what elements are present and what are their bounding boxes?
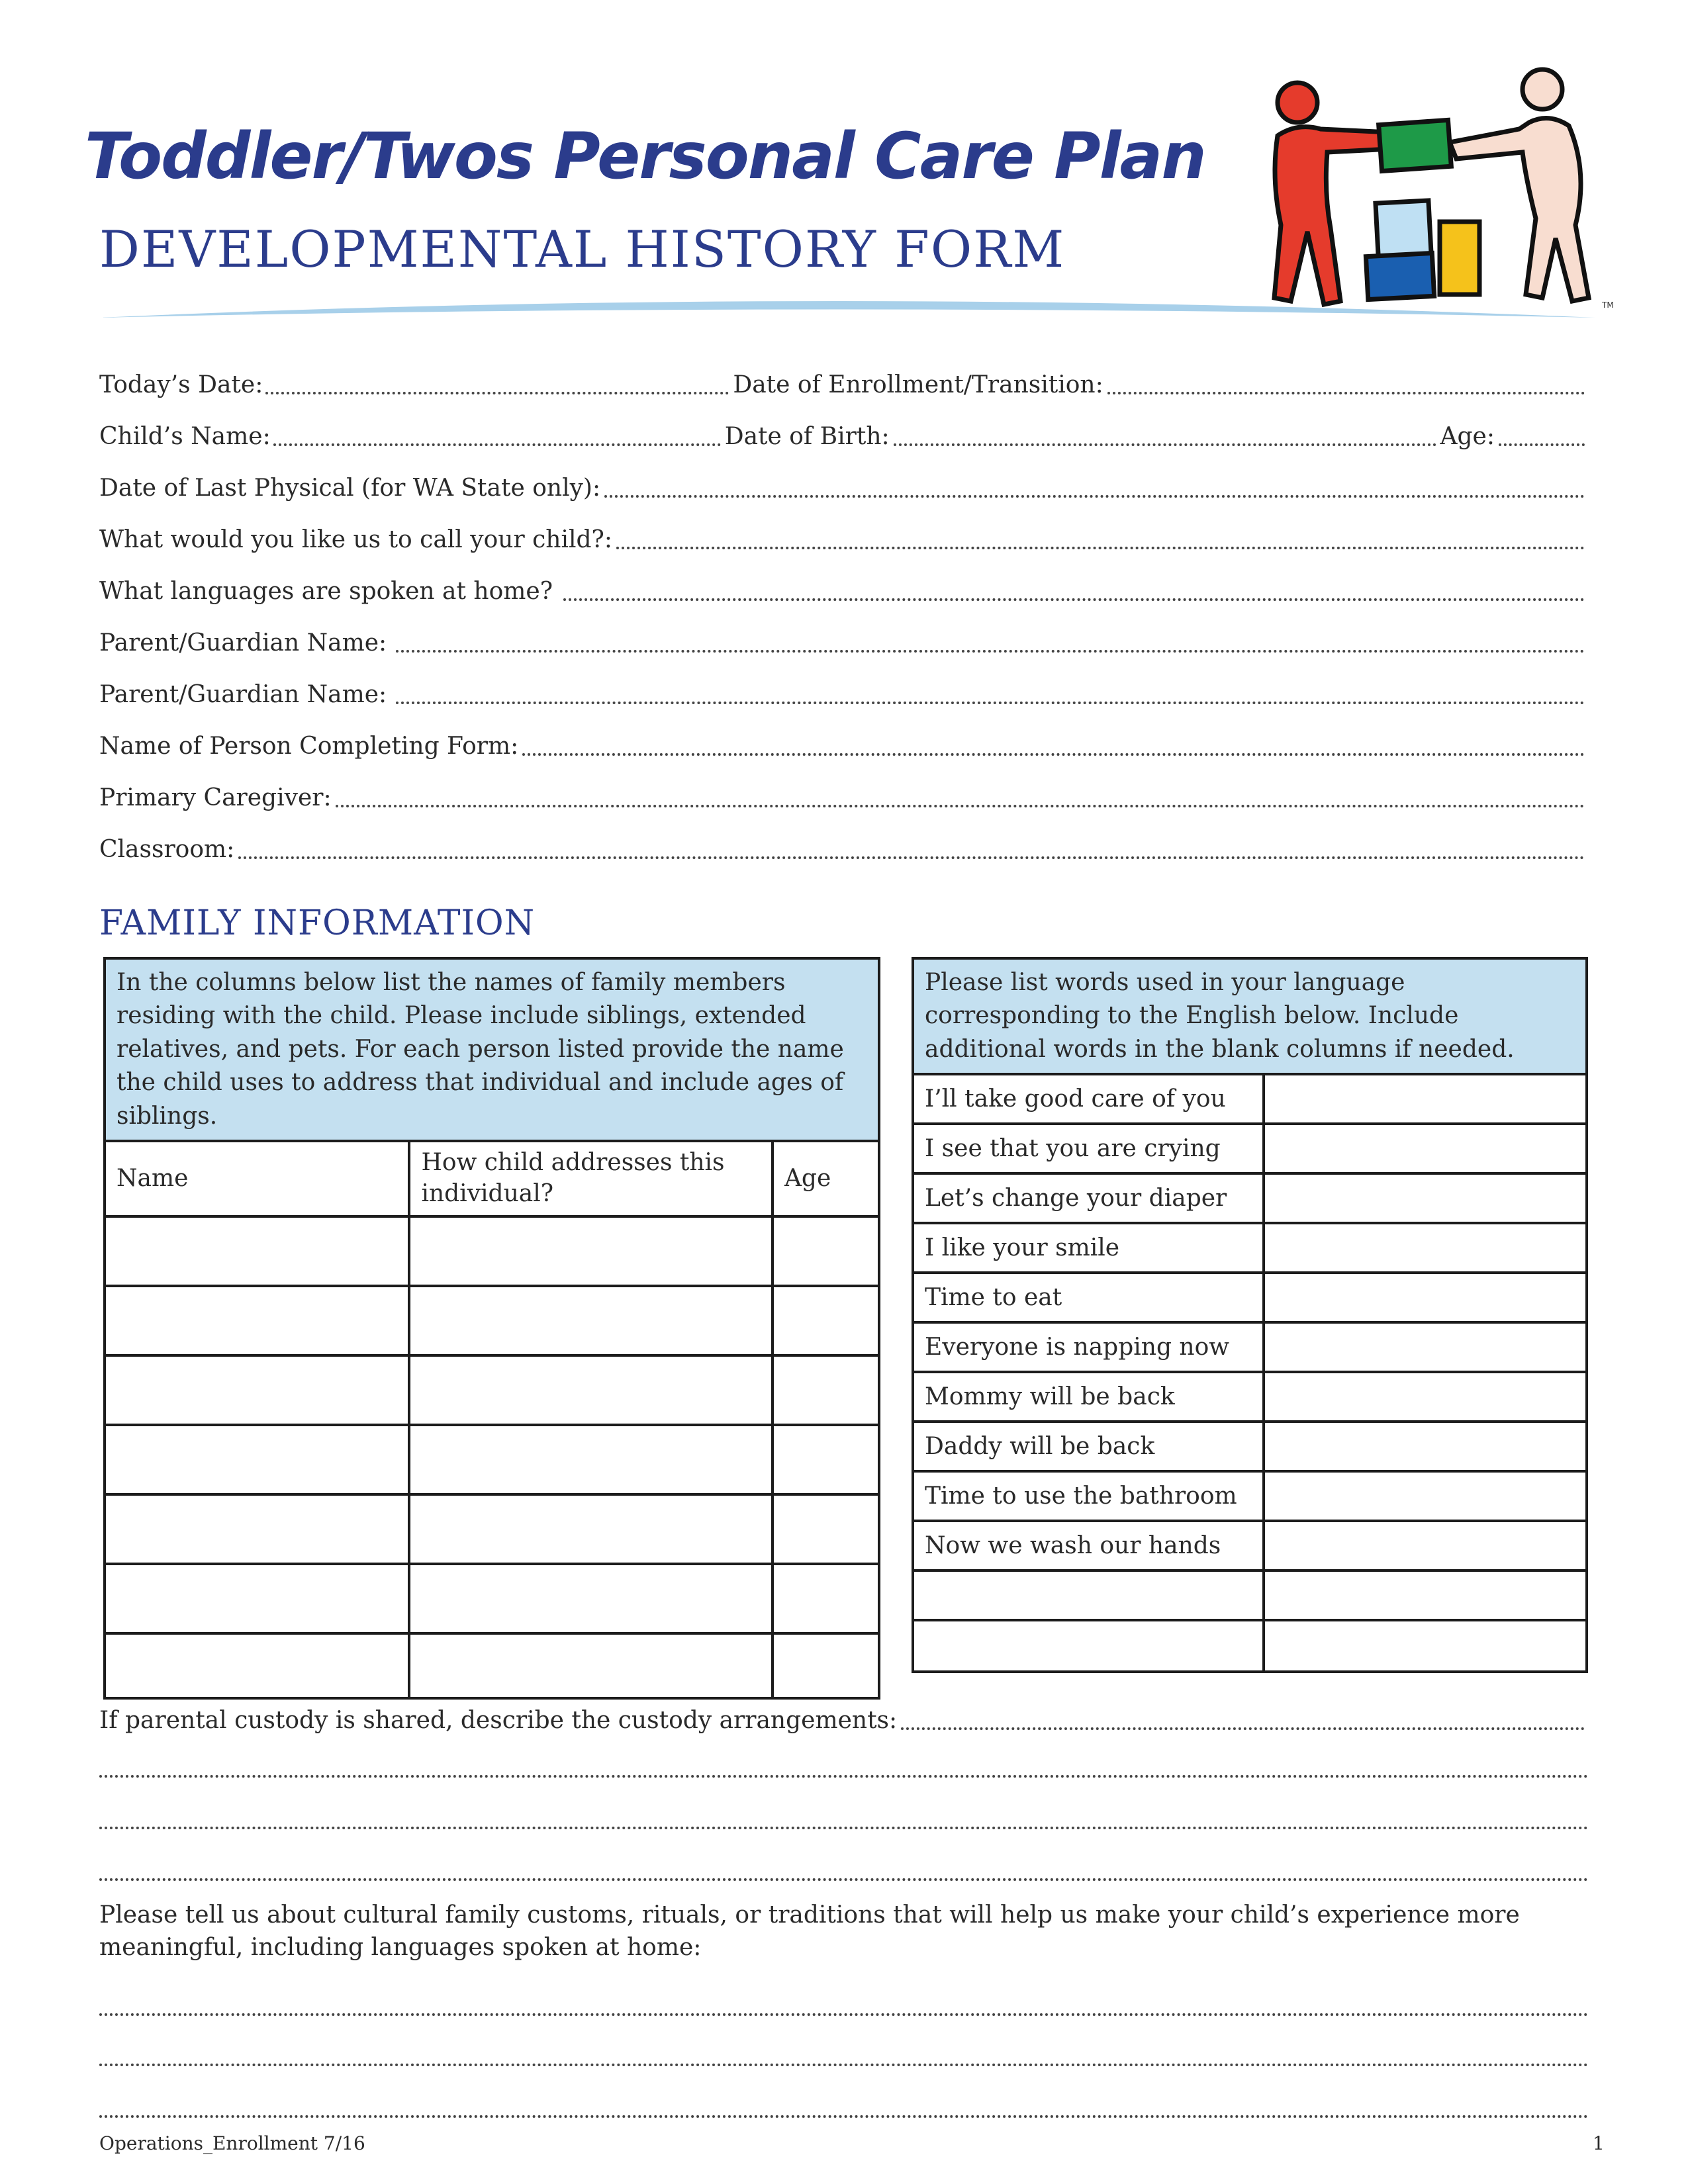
age-field[interactable] [1499,443,1585,446]
phrase-cell: Now we wash our hands [913,1521,1264,1570]
logo-green-block [1379,120,1452,171]
family-name-cell[interactable] [105,1633,409,1698]
family-name-cell[interactable] [105,1216,409,1286]
logo-yellow-block [1440,222,1479,295]
row-physical [99,466,1589,500]
parent1-label: Parent/Guardian Name: [99,629,387,657]
custody-line-4[interactable] [99,1878,1589,1881]
table-row [913,1173,1587,1223]
last-physical-label: Date of Last Physical (for WA State only): [99,475,601,502]
classroom-field[interactable] [238,856,1585,859]
family-name-cell[interactable] [105,1564,409,1633]
todays-date-field[interactable] [265,392,729,394]
translation-cell[interactable] [1264,1372,1587,1422]
logo-trademark: TM [1602,300,1614,310]
col-address-header: How child addresses this individual? [409,1141,773,1216]
family-age-cell[interactable] [773,1355,879,1425]
primary-caregiver-label: Primary Caregiver: [99,784,332,811]
dob-label: Date of Birth: [724,423,890,450]
translation-cell[interactable] [1264,1173,1587,1223]
custody-field[interactable] [901,1727,1585,1730]
extra-phrase-cell[interactable] [913,1620,1264,1672]
table-row [913,1620,1587,1672]
family-address-cell[interactable] [409,1216,773,1286]
row-parent1 [99,621,1589,655]
person-completing-label: Name of Person Completing Form: [99,733,519,760]
family-members-table [103,957,880,1700]
phrase-cell: I see that you are crying [913,1124,1264,1173]
translation-cell[interactable] [1264,1322,1587,1372]
row-child [99,414,1589,449]
table-row [913,1471,1587,1521]
call-child-label: What would you like us to call your child?: [99,526,612,553]
family-address-cell[interactable] [409,1286,773,1355]
customs-line-2[interactable] [99,2064,1589,2066]
header-swoosh [99,291,1595,331]
row-classroom [99,827,1589,862]
enrollment-date-field[interactable] [1107,392,1585,394]
logo-figures-blocks [1258,60,1615,324]
translation-cell[interactable] [1264,1223,1587,1273]
col-age-header: Age [773,1141,879,1216]
extra-phrase-cell[interactable] [913,1570,1264,1620]
row-parent2 [99,672,1589,707]
translation-cell[interactable] [1264,1074,1587,1124]
enrollment-date-label: Date of Enrollment/Transition: [733,371,1103,398]
customs-line-1[interactable] [99,2013,1589,2016]
form-title: DEVELOPMENTAL HISTORY FORM [99,220,1066,279]
table-row [913,1273,1587,1322]
row-dates [99,363,1589,397]
custody-label: If parental custody is shared, describe the custody arrangements: [99,1707,898,1734]
table-row [105,1564,879,1633]
translation-cell[interactable] [1264,1273,1587,1322]
family-instructions: In the columns below list the names of family members residing with the child. Please include siblings, extended relatives, and pets. For each person listed provide the name the child uses to address that individual and include ages of siblings. [105,958,879,1141]
logo-lightblue-block [1376,201,1431,256]
table-row [913,1570,1587,1620]
family-info-heading: FAMILY INFORMATION [99,903,536,943]
custody-line-2[interactable] [99,1775,1589,1778]
table-row [913,1223,1587,1273]
table-row [105,1286,879,1355]
family-age-cell[interactable] [773,1216,879,1286]
translation-cell[interactable] [1264,1124,1587,1173]
page-number: 1 [1593,2132,1605,2154]
phrase-cell: Time to use the bathroom [913,1471,1264,1521]
family-name-cell[interactable] [105,1286,409,1355]
family-name-cell[interactable] [105,1494,409,1564]
row-custody [99,1698,1589,1733]
table-row [913,1372,1587,1422]
primary-caregiver-field[interactable] [336,805,1585,807]
phrase-cell: Let’s change your diaper [913,1173,1264,1223]
table-row [913,1521,1587,1570]
phrase-cell: Mommy will be back [913,1372,1264,1422]
phrase-cell: Time to eat [913,1273,1264,1322]
table-row [105,1494,879,1564]
family-address-cell[interactable] [409,1564,773,1633]
table-row [105,1425,879,1494]
languages-field[interactable] [563,598,1585,601]
call-child-field[interactable] [616,547,1585,549]
logo-red-head [1278,83,1317,122]
parent2-label: Parent/Guardian Name: [99,681,387,708]
custody-line-3[interactable] [99,1827,1589,1829]
phrase-cell: I like your smile [913,1223,1264,1273]
footer-form-code: Operations_Enrollment 7/16 [99,2132,365,2154]
translation-cell[interactable] [1264,1570,1587,1620]
customs-line-3[interactable] [99,2115,1589,2118]
translation-cell[interactable] [1264,1620,1587,1672]
logo-pink-head [1523,69,1562,109]
row-languages [99,569,1589,604]
customs-prompt: Please tell us about cultural family customs, rituals, or traditions that will help us make your child’s experience more meaningful, including languages spoken at home: [99,1901,1520,1961]
family-address-cell[interactable] [409,1494,773,1564]
languages-label: What languages are spoken at home? [99,578,553,605]
childs-name-label: Child’s Name: [99,423,271,450]
language-words-table [912,957,1588,1673]
table-row [105,1355,879,1425]
table-row [913,1124,1587,1173]
table-row [105,1633,879,1698]
age-label: Age: [1440,423,1495,450]
parent1-field[interactable] [396,650,1585,653]
phrase-cell: Daddy will be back [913,1422,1264,1471]
family-address-cell[interactable] [409,1425,773,1494]
family-age-cell[interactable] [773,1494,879,1564]
family-header-row [105,1141,879,1216]
translation-cell[interactable] [1264,1422,1587,1471]
table-row [913,1074,1587,1124]
row-primary-caregiver [99,776,1589,810]
family-name-cell[interactable] [105,1425,409,1494]
row-person-completing [99,724,1589,758]
family-age-cell[interactable] [773,1425,879,1494]
table-row [105,1216,879,1286]
phrase-cell: I’ll take good care of you [913,1074,1264,1124]
family-address-cell[interactable] [409,1355,773,1425]
childs-name-field[interactable] [273,443,721,446]
translation-cell[interactable] [1264,1521,1587,1570]
todays-date-label: Today’s Date: [99,371,263,398]
language-instructions: Please list words used in your language corresponding to the English below. Include additional words in the blank columns if needed. [913,958,1587,1074]
family-age-cell[interactable] [773,1564,879,1633]
parent2-field[interactable] [396,702,1585,704]
dob-field[interactable] [894,443,1436,446]
table-row [913,1322,1587,1372]
family-address-cell[interactable] [409,1633,773,1698]
translation-cell[interactable] [1264,1471,1587,1521]
last-physical-field[interactable] [604,495,1585,498]
table-row [913,1422,1587,1471]
script-title: Toddler/Twos Personal Care Plan [85,119,1205,193]
family-age-cell[interactable] [773,1286,879,1355]
classroom-label: Classroom: [99,836,235,863]
row-call-child [99,518,1589,552]
person-completing-field[interactable] [522,753,1585,756]
col-name-header: Name [105,1141,409,1216]
phrase-cell: Everyone is napping now [913,1322,1264,1372]
family-age-cell[interactable] [773,1633,879,1698]
family-name-cell[interactable] [105,1355,409,1425]
